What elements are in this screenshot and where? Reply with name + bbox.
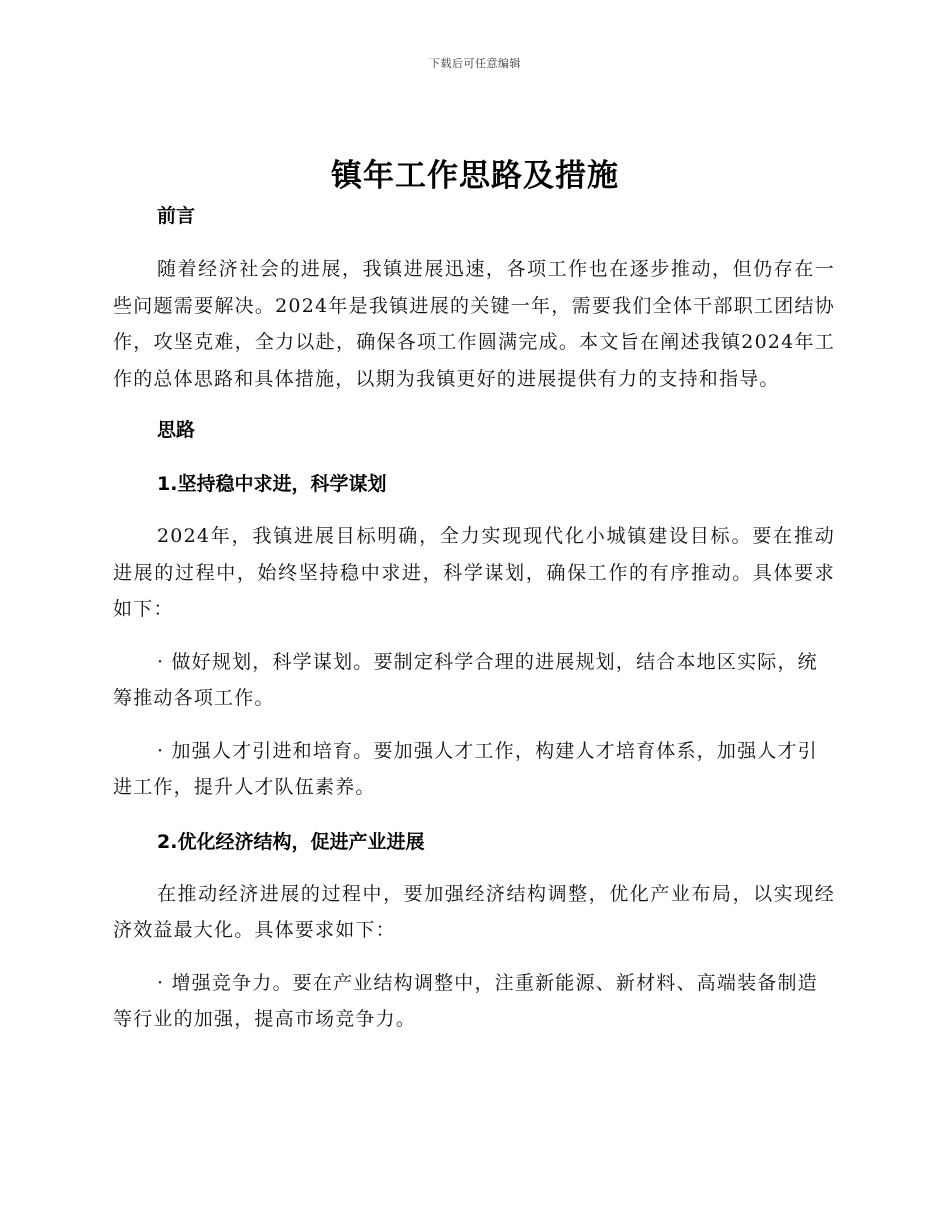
item1-bullet-1: · 做好规划，科学谋划。要制定科学合理的进展规划，结合本地区实际，统筹推动各项工作。 xyxy=(113,650,818,709)
item2-heading: 2.优化经济结构，促进产业进展 xyxy=(157,830,425,853)
item1-paragraph: 2024年，我镇进展目标明确，全力实现现代化小城镇建设目标。要在推动进展的过程中，始终坚持稳中求进，科学谋划，确保工作的有序推动。具体要求如下： xyxy=(113,525,835,620)
preface-paragraph: 随着经济社会的进展，我镇进展迅速，各项工作也在逐步推动，但仍存在一些问题需要解决。2024年是我镇进展的关键一年，需要我们全体干部职工团结协作，攻坚克难，全力以赴，确保各项工作圆满完成。本文旨在阐述我镇2024年工作的总体思路和具体措施，以期为我镇更好的进展提供有力的支持和指导。 xyxy=(113,258,835,390)
preface-heading: 前言 xyxy=(157,205,196,227)
document-title: 镇年工作思路及措施 xyxy=(331,158,619,194)
thoughts-heading: 思路 xyxy=(157,419,196,441)
item2-bullet-1: · 增强竞争力。要在产业结构调整中，注重新能源、新材料、高端装备制造等行业的加强，提高市场竞争力。 xyxy=(113,971,818,1030)
item1-bullet-2: · 加强人才引进和培育。要加强人才工作，构建人才培育体系，加强人才引进工作，提升人才队伍素养。 xyxy=(113,739,818,798)
document-body xyxy=(113,200,835,1038)
item1-heading: 1.坚持稳中求进，科学谋划 xyxy=(157,473,387,495)
header-note: 下载后可任意编辑 xyxy=(429,57,521,70)
item2-paragraph: 在推动经济进展的过程中，要加强经济结构调整，优化产业布局，以实现经济效益最大化。具体要求如下： xyxy=(113,882,835,941)
